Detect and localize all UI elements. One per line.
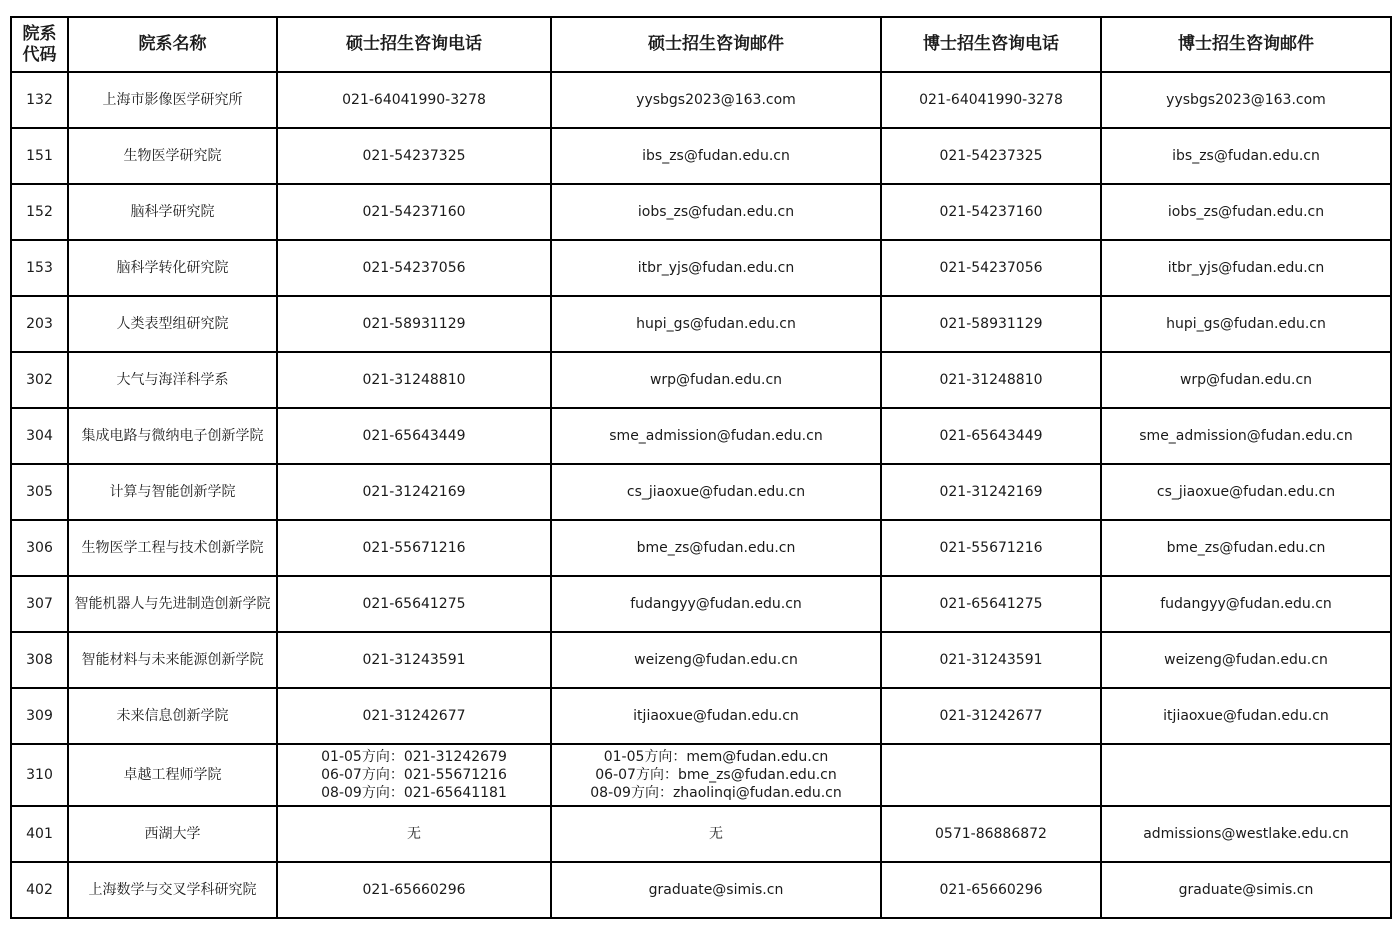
table-row <box>11 806 1391 862</box>
cell-phd-email: ibs_zs@fudan.edu.cn <box>1101 128 1391 184</box>
cell-code: 203 <box>11 296 68 352</box>
cell-dept-name: 未来信息创新学院 <box>68 688 277 744</box>
table-row <box>11 184 1391 240</box>
cell-phd-email: itjiaoxue@fudan.edu.cn <box>1101 688 1391 744</box>
cell-master-email <box>551 744 881 806</box>
cell-master-email: cs_jiaoxue@fudan.edu.cn <box>551 464 881 520</box>
cell-code: 152 <box>11 184 68 240</box>
cell-master-email: yysbgs2023@163.com <box>551 72 881 128</box>
cell-phd-email: bme_zs@fudan.edu.cn <box>1101 520 1391 576</box>
cell-master-email: bme_zs@fudan.edu.cn <box>551 520 881 576</box>
cell-dept-name: 人类表型组研究院 <box>68 296 277 352</box>
table-row <box>11 576 1391 632</box>
cell-master-phone: 021-31248810 <box>277 352 551 408</box>
cell-phd-phone: 021-55671216 <box>881 520 1101 576</box>
table-row <box>11 352 1391 408</box>
cell-phd-phone: 021-65643449 <box>881 408 1101 464</box>
cell-master-phone: 021-31242677 <box>277 688 551 744</box>
cell-code: 310 <box>11 744 68 806</box>
cell-master-email: hupi_gs@fudan.edu.cn <box>551 296 881 352</box>
cell-phd-phone: 021-65641275 <box>881 576 1101 632</box>
table-row <box>11 862 1391 918</box>
table-row <box>11 520 1391 576</box>
table-row <box>11 744 1391 806</box>
cell-master-phone: 021-55671216 <box>277 520 551 576</box>
cell-line: 01-05方向：021-31242679 <box>321 749 507 765</box>
cell-phd-email: graduate@simis.cn <box>1101 862 1391 918</box>
cell-master-phone: 021-65643449 <box>277 408 551 464</box>
header-code: 院系代码 <box>11 17 68 72</box>
cell-master-phone <box>277 744 551 806</box>
cell-phd-email: cs_jiaoxue@fudan.edu.cn <box>1101 464 1391 520</box>
cell-phd-phone: 021-58931129 <box>881 296 1101 352</box>
cell-code: 151 <box>11 128 68 184</box>
cell-master-phone: 021-54237325 <box>277 128 551 184</box>
cell-phd-email: sme_admission@fudan.edu.cn <box>1101 408 1391 464</box>
cell-dept-name: 脑科学转化研究院 <box>68 240 277 296</box>
cell-phd-phone <box>881 744 1101 806</box>
cell-master-email: itbr_yjs@fudan.edu.cn <box>551 240 881 296</box>
cell-code: 402 <box>11 862 68 918</box>
cell-code: 132 <box>11 72 68 128</box>
cell-dept-name: 计算与智能创新学院 <box>68 464 277 520</box>
cell-phd-email: wrp@fudan.edu.cn <box>1101 352 1391 408</box>
table-row <box>11 688 1391 744</box>
header-row <box>11 17 1391 72</box>
cell-code: 304 <box>11 408 68 464</box>
cell-line: 08-09方向：zhaolinqi@fudan.edu.cn <box>590 785 842 801</box>
cell-dept-name: 集成电路与微纳电子创新学院 <box>68 408 277 464</box>
cell-master-email: fudangyy@fudan.edu.cn <box>551 576 881 632</box>
cell-master-phone: 021-65660296 <box>277 862 551 918</box>
cell-phd-phone: 021-64041990-3278 <box>881 72 1101 128</box>
cell-master-phone: 021-31242169 <box>277 464 551 520</box>
cell-dept-name: 智能材料与未来能源创新学院 <box>68 632 277 688</box>
cell-code: 306 <box>11 520 68 576</box>
table-row <box>11 240 1391 296</box>
cell-master-email: iobs_zs@fudan.edu.cn <box>551 184 881 240</box>
cell-code: 153 <box>11 240 68 296</box>
cell-code: 309 <box>11 688 68 744</box>
table-row <box>11 128 1391 184</box>
cell-code: 307 <box>11 576 68 632</box>
cell-phd-phone: 021-54237160 <box>881 184 1101 240</box>
cell-master-phone: 021-65641275 <box>277 576 551 632</box>
table-body <box>11 72 1391 918</box>
cell-master-email: 无 <box>551 806 881 862</box>
cell-code: 305 <box>11 464 68 520</box>
cell-dept-name: 卓越工程师学院 <box>68 744 277 806</box>
cell-code: 401 <box>11 806 68 862</box>
cell-phd-email: yysbgs2023@163.com <box>1101 72 1391 128</box>
cell-phd-phone: 021-31242169 <box>881 464 1101 520</box>
cell-master-email: graduate@simis.cn <box>551 862 881 918</box>
cell-dept-name: 脑科学研究院 <box>68 184 277 240</box>
cell-line: 08-09方向：021-65641181 <box>321 785 507 801</box>
cell-dept-name: 西湖大学 <box>68 806 277 862</box>
cell-phd-phone: 0571-86886872 <box>881 806 1101 862</box>
cell-master-phone: 021-58931129 <box>277 296 551 352</box>
cell-phd-phone: 021-31248810 <box>881 352 1101 408</box>
header-master-phone: 硕士招生咨询电话 <box>277 17 551 72</box>
cell-phd-email <box>1101 744 1391 806</box>
cell-phd-email: hupi_gs@fudan.edu.cn <box>1101 296 1391 352</box>
cell-phd-phone: 021-31243591 <box>881 632 1101 688</box>
cell-master-phone: 021-54237160 <box>277 184 551 240</box>
cell-line: 06-07方向：bme_zs@fudan.edu.cn <box>595 767 837 783</box>
cell-line: 01-05方向：mem@fudan.edu.cn <box>603 749 829 765</box>
cell-master-email: sme_admission@fudan.edu.cn <box>551 408 881 464</box>
cell-line: 06-07方向：021-55671216 <box>321 767 507 783</box>
table-row <box>11 296 1391 352</box>
cell-master-phone: 021-31243591 <box>277 632 551 688</box>
header-phd-email: 博士招生咨询邮件 <box>1101 17 1391 72</box>
cell-dept-name: 智能机器人与先进制造创新学院 <box>68 576 277 632</box>
cell-master-email: itjiaoxue@fudan.edu.cn <box>551 688 881 744</box>
cell-phd-email: itbr_yjs@fudan.edu.cn <box>1101 240 1391 296</box>
cell-master-email: ibs_zs@fudan.edu.cn <box>551 128 881 184</box>
cell-phd-phone: 021-31242677 <box>881 688 1101 744</box>
table-row <box>11 72 1391 128</box>
cell-master-email: weizeng@fudan.edu.cn <box>551 632 881 688</box>
cell-phd-email: admissions@westlake.edu.cn <box>1101 806 1391 862</box>
cell-phd-email: fudangyy@fudan.edu.cn <box>1101 576 1391 632</box>
cell-dept-name: 生物医学研究院 <box>68 128 277 184</box>
header-phd-phone: 博士招生咨询电话 <box>881 17 1101 72</box>
cell-code: 302 <box>11 352 68 408</box>
cell-phd-email: weizeng@fudan.edu.cn <box>1101 632 1391 688</box>
table-row <box>11 464 1391 520</box>
header-name: 院系名称 <box>68 17 277 72</box>
cell-master-phone: 无 <box>277 806 551 862</box>
cell-dept-name: 大气与海洋科学系 <box>68 352 277 408</box>
cell-master-phone: 021-54237056 <box>277 240 551 296</box>
cell-dept-name: 上海数学与交叉学科研究院 <box>68 862 277 918</box>
cell-master-email: wrp@fudan.edu.cn <box>551 352 881 408</box>
cell-phd-email: iobs_zs@fudan.edu.cn <box>1101 184 1391 240</box>
cell-phd-phone: 021-54237325 <box>881 128 1101 184</box>
cell-dept-name: 生物医学工程与技术创新学院 <box>68 520 277 576</box>
cell-phd-phone: 021-65660296 <box>881 862 1101 918</box>
cell-phd-phone: 021-54237056 <box>881 240 1101 296</box>
header-master-email: 硕士招生咨询邮件 <box>551 17 881 72</box>
table-row <box>11 632 1391 688</box>
cell-dept-name: 上海市影像医学研究所 <box>68 72 277 128</box>
cell-code: 308 <box>11 632 68 688</box>
cell-master-phone: 021-64041990-3278 <box>277 72 551 128</box>
table-row <box>11 408 1391 464</box>
admissions-contact-table <box>10 16 1392 919</box>
